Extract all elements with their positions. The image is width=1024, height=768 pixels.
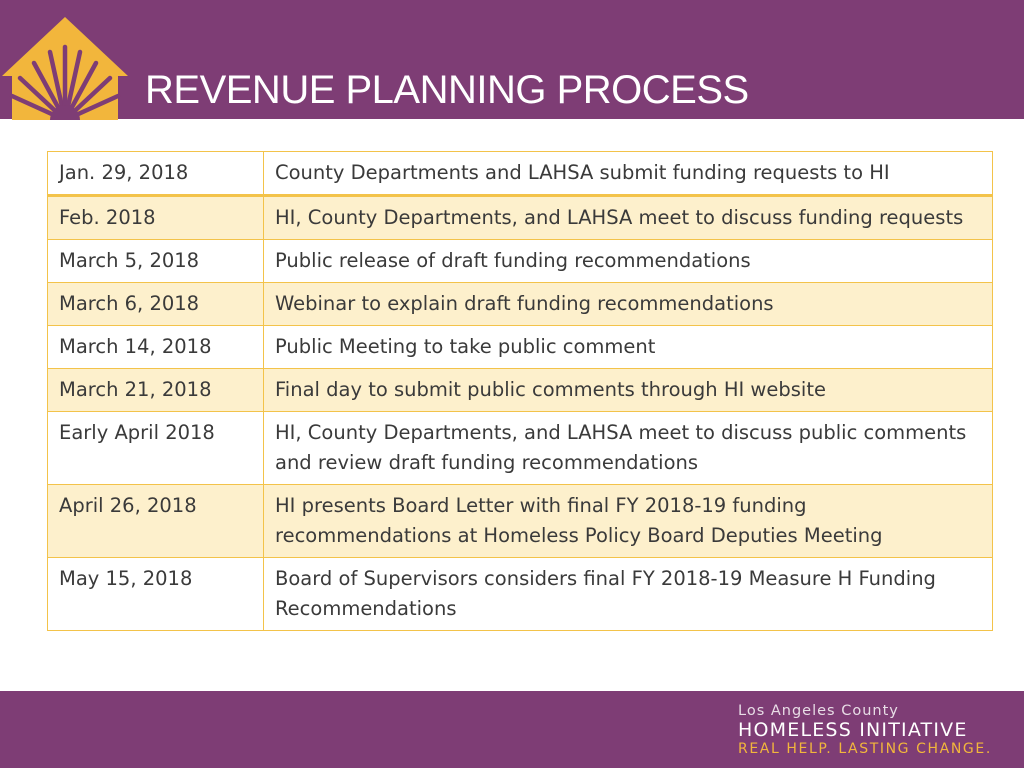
- event-cell: HI presents Board Letter with final FY 2018-19 funding recommendations at Homeless Policy Board Deputies Meeting: [264, 485, 993, 558]
- date-cell: May 15, 2018: [48, 558, 264, 631]
- date-cell: Early April 2018: [48, 412, 264, 485]
- table-row: [48, 485, 993, 558]
- event-cell: County Departments and LAHSA submit funding requests to HI: [264, 152, 993, 196]
- date-cell: March 14, 2018: [48, 326, 264, 369]
- event-cell: HI, County Departments, and LAHSA meet to discuss public comments and review draft funding recommendations: [264, 412, 993, 485]
- table-row: [48, 412, 993, 485]
- event-cell: Board of Supervisors considers final FY 2018-19 Measure H Funding Recommendations: [264, 558, 993, 631]
- revenue-planning-schedule-table: [47, 151, 993, 631]
- table-row: [48, 240, 993, 283]
- brand-tagline: REAL HELP. LASTING CHANGE.: [738, 741, 992, 757]
- table-row: [48, 369, 993, 412]
- footer-bar: [0, 691, 1024, 768]
- table-row: [48, 152, 993, 196]
- header-bar: [0, 0, 1024, 119]
- event-cell: Webinar to explain draft funding recommendations: [264, 283, 993, 326]
- event-cell: Public Meeting to take public comment: [264, 326, 993, 369]
- brand-block: [738, 703, 1024, 758]
- brand-name: HOMELESS INITIATIVE: [738, 719, 968, 741]
- table-row: [48, 196, 993, 240]
- house-sunburst-logo-icon: [0, 14, 130, 120]
- event-cell: Final day to submit public comments through HI website: [264, 369, 993, 412]
- table-row: [48, 283, 993, 326]
- event-cell: HI, County Departments, and LAHSA meet to discuss funding requests: [264, 196, 993, 240]
- date-cell: March 21, 2018: [48, 369, 264, 412]
- date-cell: March 5, 2018: [48, 240, 264, 283]
- date-cell: March 6, 2018: [48, 283, 264, 326]
- date-cell: April 26, 2018: [48, 485, 264, 558]
- date-cell: Feb. 2018: [48, 196, 264, 240]
- table-row: [48, 326, 993, 369]
- brand-county: Los Angeles County: [738, 703, 899, 719]
- event-cell: Public release of draft funding recommendations: [264, 240, 993, 283]
- date-cell: Jan. 29, 2018: [48, 152, 264, 196]
- table-row: [48, 558, 993, 631]
- page-title: REVENUE PLANNING PROCESS: [145, 68, 749, 112]
